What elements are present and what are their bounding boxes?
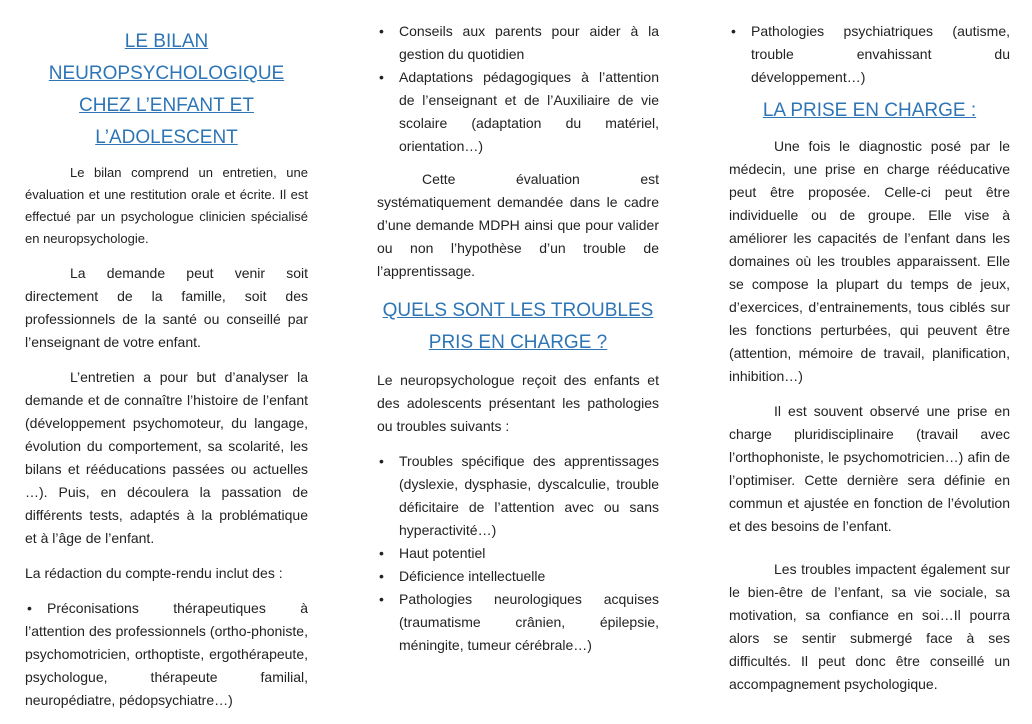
preconisations-list — [25, 597, 308, 712]
list-item: • Conseils aux parents pour aider à la gestion du quotidien — [377, 20, 659, 66]
pluridisciplinaire-paragraph: Il est souvent observé une prise en charge pluridisciplinaire (travail avec l’orthophoniste, le psychomotricien…) afin de l’optimiser. Cette dernière sera définie en commun et ajustée en fonction de l’évolution et des besoins de l’enfant. — [729, 403, 1010, 534]
list-item: • Pathologies psychiatriques (autisme, trouble envahissant du développement…) — [729, 20, 1010, 89]
conseils-list — [377, 20, 659, 158]
entretien-paragraph: L’entretien a pour but d’analyser la demande et de connaître l’histoire de l’enfant (développement psychomoteur, du langage, évolution du comportement, sa scolarité, les bilans et rééducations passées ou actuelles …). Puis, en découlera la passation de différents tests, adaptés à la problématique et à l’âge de l’enfant. — [25, 369, 308, 546]
diagnostic-paragraph: Une fois le diagnostic posé par le médecin, une prise en charge rééducative peut être proposée. Celle-ci peut être individuelle ou de groupe. Elle vise à améliorer les capacités de l’enfant dans les domaines où les troubles apparaissent. Elle se compose la plupart du temps de jeux, d’exercices, d’entrainements, tous ciblés sur les fonctions perturbées, qui peuvent être (attention, mémoire de travail, planification, inhibition…) — [729, 138, 1010, 384]
list-item: • Déficience intellectuelle — [377, 565, 659, 588]
list-item: • Troubles spécifique des apprentissages (dyslexie, dysphasie, dyscalculie, trouble déficitaire de l’attention avec ou sans hyperactivité…) — [377, 450, 659, 542]
list-item: • Haut potentiel — [377, 542, 659, 565]
list-item: • Adaptations pédagogiques à l’attention de l’enseignant et de l’Auxiliaire de vie scolaire (adaptation du matériel, orientation…) — [377, 66, 659, 158]
column-1 — [25, 20, 308, 724]
evaluation-paragraph: Cette évaluation est systématiquement demandée dans le cadre d’une demande MDPH ainsi que pour valider ou non l’hypothèse d’un trouble de l’apprentissage. — [377, 171, 659, 279]
troubles-title: QUELS SONT LES TROUBLES PRIS EN CHARGE ? — [382, 300, 654, 353]
demande-paragraph: La demande peut venir soit directement de la famille, soit des professionnels de la santé ou conseillé par l’enseignant de votre enfant. — [25, 265, 308, 350]
list-item: • Préconisations thérapeutiques à l’attention des professionnels (ortho-phoniste, psychomotricien, orthoptiste, ergothérapeute, psychologue, thérapeute familial, neuropédiatre, pédopsychiatre…) — [25, 597, 308, 712]
troubles-list — [377, 450, 659, 657]
column-3 — [729, 20, 1010, 708]
bilan-intro-paragraph: Le bilan comprend un entretien, une évaluation et une restitution orale et écrite. Il est effectué par un psychologue clinicien spécialisé en neuropsychologie. — [25, 165, 308, 246]
list-item: • Pathologies neurologiques acquises (traumatisme crânien, épilepsie, méningite, tumeur cérébrale…) — [377, 588, 659, 657]
bilan-title: LE BILAN NEUROPSYCHOLOGIQUE CHEZ L’ENFANT ET L’ADOLESCENT — [48, 31, 285, 148]
compte-rendu-paragraph: La rédaction du compte-rendu inclut des : — [25, 565, 283, 581]
pathologies-list — [729, 20, 1010, 89]
column-2 — [377, 20, 659, 669]
bien-etre-paragraph: Les troubles impactent également sur le bien-être de l’enfant, sa vie sociale, sa motivation, sa confiance en soi…Il pourra alors se sentir submergé face à ses difficultés. Il peut donc être conseillé un accompagnement psychologique. — [729, 561, 1010, 692]
prise-en-charge-title: LA PRISE EN CHARGE : — [762, 100, 977, 121]
troubles-intro-paragraph: Le neuropsychologue reçoit des enfants et des adolescents présentant les pathologies ou troubles suivants : — [377, 372, 659, 434]
